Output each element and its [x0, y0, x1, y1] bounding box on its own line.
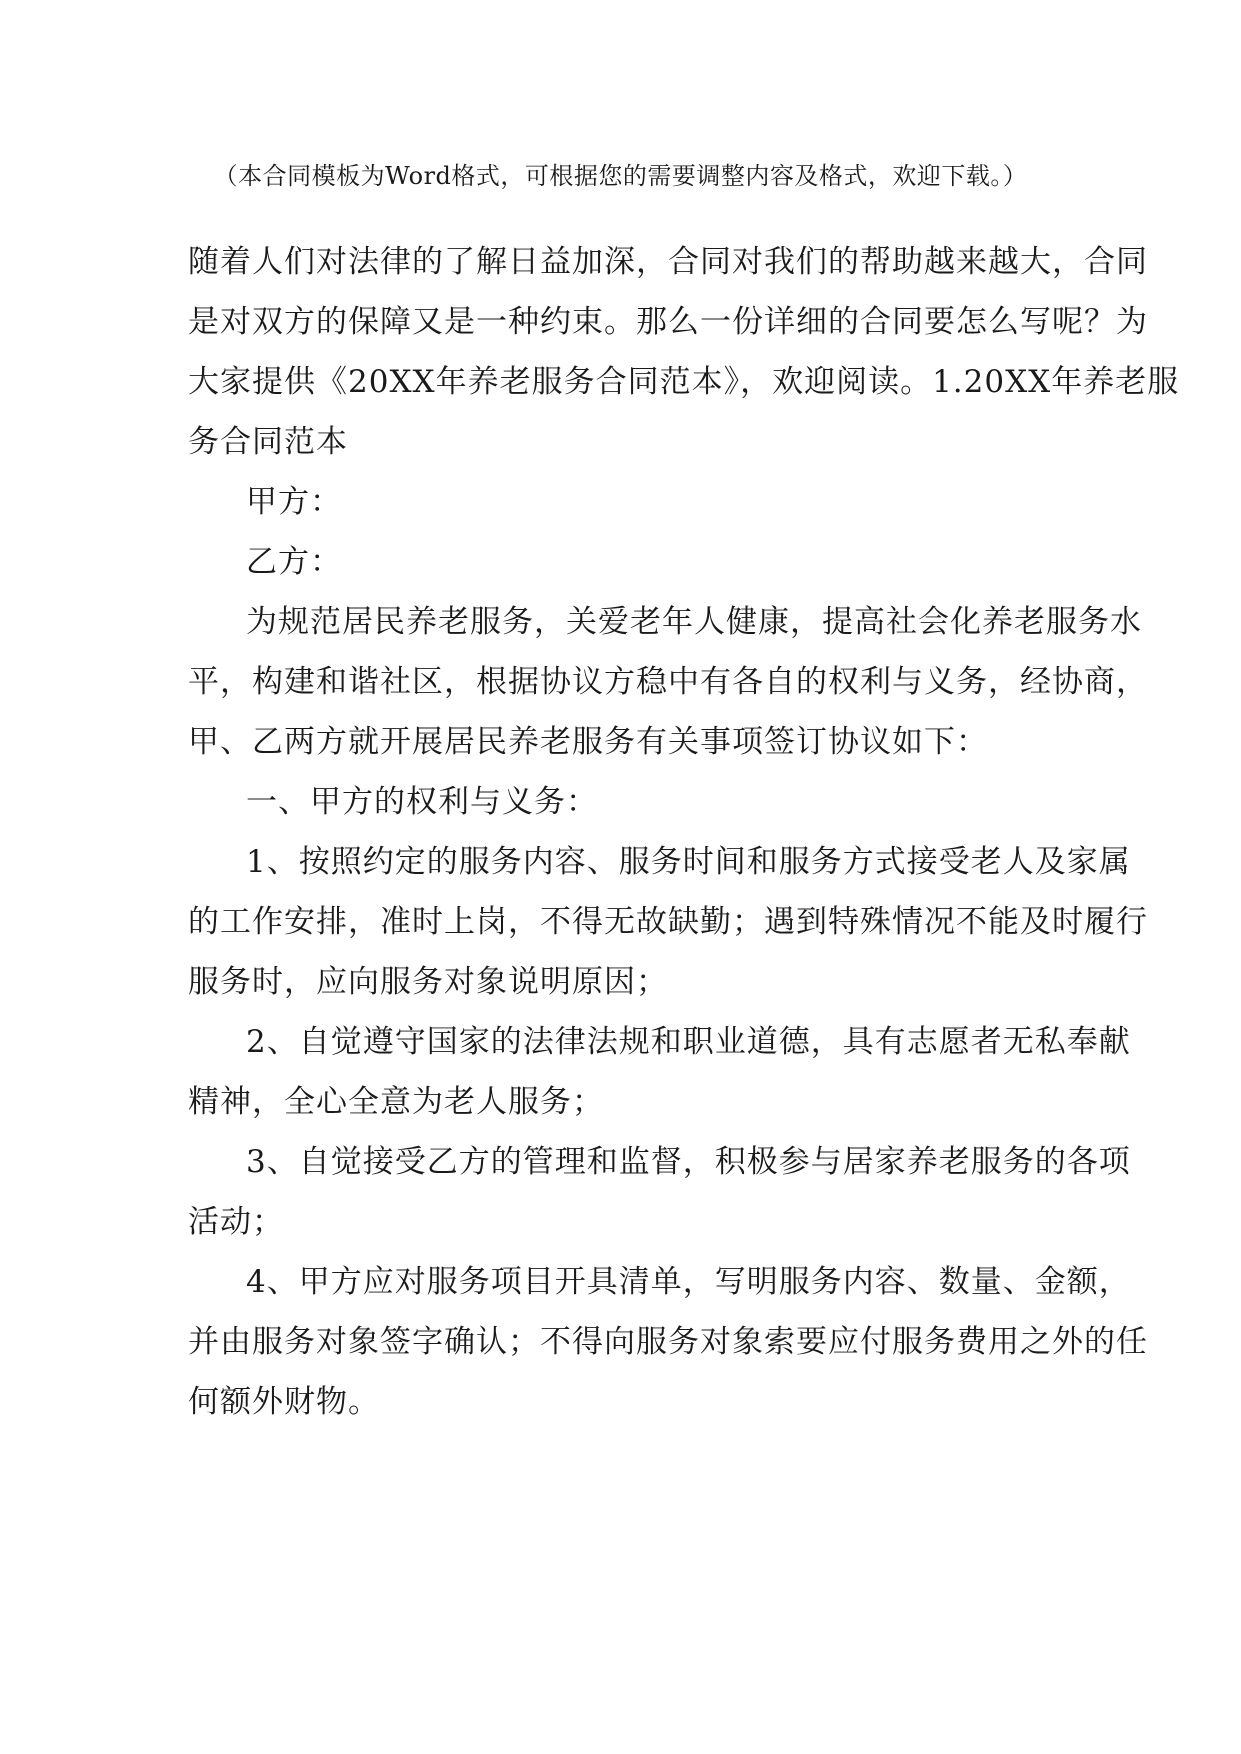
preamble-line-3: 甲、乙两方就开展居民养老服务有关事项签订协议如下： [188, 724, 988, 760]
intro-line-2: 是对双方的保障又是一种约束。那么一份详细的合同要怎么写呢？为 [188, 304, 1148, 340]
intro-line-1: 随着人们对法律的了解日益加深，合同对我们的帮助越来越大，合同 [188, 244, 1148, 280]
preamble-line-1: 为规范居民养老服务，关爱老年人健康，提高社会化养老服务水 [246, 604, 1142, 640]
clause-1-line-1: 1、按照约定的服务内容、服务时间和服务方式接受老人及家属 [246, 844, 1131, 880]
template-note: （本合同模板为Word格式，可根据您的需要调整内容及格式，欢迎下载。） [213, 162, 1028, 190]
clause-1-line-2: 的工作安排，准时上岗，不得无故缺勤；遇到特殊情况不能及时履行 [188, 904, 1148, 940]
clause-4-line-3: 何额外财物。 [188, 1384, 380, 1420]
clause-3-line-2: 活动； [188, 1204, 284, 1240]
clause-1-line-3: 服务时，应向服务对象说明原因； [188, 964, 668, 1000]
clause-3-line-1: 3、自觉接受乙方的管理和监督，积极参与居家养老服务的各项 [246, 1144, 1131, 1180]
intro-line-4: 务合同范本 [188, 424, 348, 460]
party-a-label: 甲方： [246, 484, 342, 520]
party-b-label: 乙方： [246, 544, 342, 580]
clause-4-line-1: 4、甲方应对服务项目开具清单，写明服务内容、数量、金额， [246, 1264, 1131, 1300]
clause-4-line-2: 并由服务对象签字确认；不得向服务对象索要应付服务费用之外的任 [188, 1324, 1148, 1360]
preamble-line-2: 平，构建和谐社区，根据协议方稳中有各自的权利与义务，经协商， [188, 664, 1148, 700]
clause-2-line-1: 2、自觉遵守国家的法律法规和职业道德，具有志愿者无私奉献 [246, 1024, 1131, 1060]
section-heading-1: 一、甲方的权利与义务： [246, 784, 598, 820]
clause-2-line-2: 精神，全心全意为老人服务； [188, 1084, 604, 1120]
intro-line-3: 大家提供《20XX年养老服务合同范本》，欢迎阅读。1.20XX年养老服 [188, 364, 1180, 400]
